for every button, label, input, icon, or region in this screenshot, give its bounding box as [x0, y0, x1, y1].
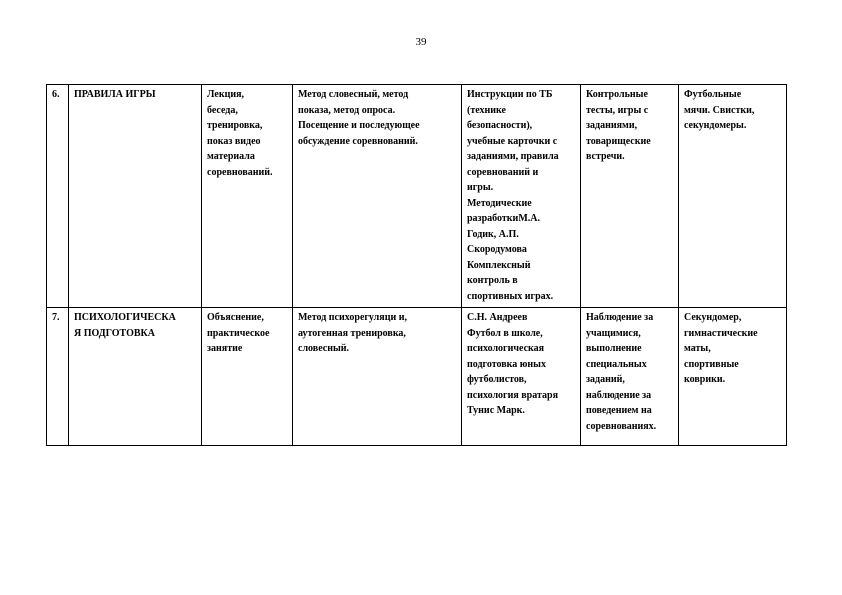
cell-line: психологическая [467, 343, 545, 354]
cell-line: Комплексный [467, 259, 531, 271]
cell-line: заданиями, правила [467, 151, 559, 162]
forms-cell [202, 308, 293, 446]
cell-line: соревнований и [467, 166, 539, 178]
cell-line: мячи. Свистки, [684, 104, 755, 116]
cell-line: выполнение [586, 343, 642, 354]
materials-cell [462, 85, 581, 308]
cell-line: Секундомер, [684, 312, 742, 323]
cell-line: тесты, игры с [586, 104, 649, 116]
cell-line: Посещение и последующее [298, 120, 420, 131]
cell-line: маты, [684, 343, 711, 354]
cell-line: Тунис Марк. [467, 405, 525, 416]
cell-line: ПРАВИЛА ИГРЫ [74, 89, 156, 100]
cell-line: специальных [586, 358, 647, 370]
cell-line: учебные карточки с [467, 135, 558, 147]
cell-line: безопасности), [467, 120, 533, 131]
cell-line: игры. [467, 182, 494, 193]
page-number: 39 [415, 36, 427, 48]
cell-line: Методические [467, 197, 532, 209]
cell-line: контроль в [467, 275, 518, 286]
cell-line: психология вратаря [467, 389, 558, 401]
topic-cell [69, 308, 202, 446]
control-cell [581, 85, 679, 308]
cell-line: Объяснение, [207, 312, 264, 323]
cell-line: занятие [207, 343, 243, 354]
cell-line: Контрольные [586, 89, 648, 100]
methods-cell [293, 308, 462, 446]
cell-line: (технике [467, 104, 506, 116]
table-row [47, 85, 787, 308]
cell-line: словесный. [298, 343, 350, 354]
cell-line: Инструкции по ТБ [467, 89, 553, 100]
cell-line: практическое [207, 327, 270, 339]
cell-line: встречи. [586, 151, 625, 162]
cell-line: соревнованиях. [586, 420, 657, 432]
cell-line: спортивные [684, 358, 739, 370]
cell-line: Лекция, [207, 89, 245, 100]
cell-line: Метод психорегуляци и, [298, 312, 407, 323]
cell-line: обсуждение соревнований. [298, 135, 418, 147]
materials-cell [462, 308, 581, 446]
cell-line: тренировка, [207, 120, 263, 131]
topic-cell [69, 85, 202, 308]
cell-line: Футбол в школе, [467, 327, 543, 339]
cell-line: Футбольные [684, 89, 742, 100]
cell-line: Скородумова [467, 244, 527, 255]
cell-line: Годик, А.П. [467, 228, 519, 240]
cell-line: секундомеры. [684, 120, 747, 131]
cell-line: разработкиМ.А. [467, 213, 540, 224]
cell-line: ПСИХОЛОГИЧЕСКА [74, 312, 176, 323]
cell-line: показ видео [207, 135, 261, 147]
cell-line: подготовка юных [467, 358, 546, 370]
cell-line: аутогенная тренировка, [298, 327, 406, 339]
table-row [47, 308, 787, 446]
cell-line: показа, метод опроса. [298, 104, 396, 116]
row-number: 7. [47, 308, 69, 446]
cell-line: Я ПОДГОТОВКА [74, 327, 156, 339]
control-cell [581, 308, 679, 446]
cell-line: поведением на [586, 405, 652, 416]
cell-line: гимнастические [684, 327, 758, 339]
cell-line: наблюдение за [586, 389, 652, 401]
cell-line: материала [207, 151, 255, 162]
cell-line: спортивных играх. [467, 290, 554, 302]
equipment-cell [679, 308, 787, 446]
equipment-cell [679, 85, 787, 308]
cell-line: заданий, [586, 374, 625, 385]
lesson-plan-table [46, 84, 787, 446]
cell-line: С.Н. Андреев [467, 312, 528, 323]
cell-line: заданиями, [586, 120, 638, 131]
cell-line: учащимися, [586, 327, 641, 339]
cell-line: Метод словесный, метод [298, 89, 409, 100]
cell-line: соревнований. [207, 166, 273, 178]
forms-cell [202, 85, 293, 308]
cell-line: коврики. [684, 374, 726, 385]
cell-line: беседа, [207, 104, 238, 116]
cell-line: товарищеские [586, 135, 651, 147]
cell-line: Наблюдение за [586, 312, 654, 323]
methods-cell [293, 85, 462, 308]
row-number: 6. [47, 85, 69, 308]
cell-line: футболистов, [467, 374, 527, 385]
